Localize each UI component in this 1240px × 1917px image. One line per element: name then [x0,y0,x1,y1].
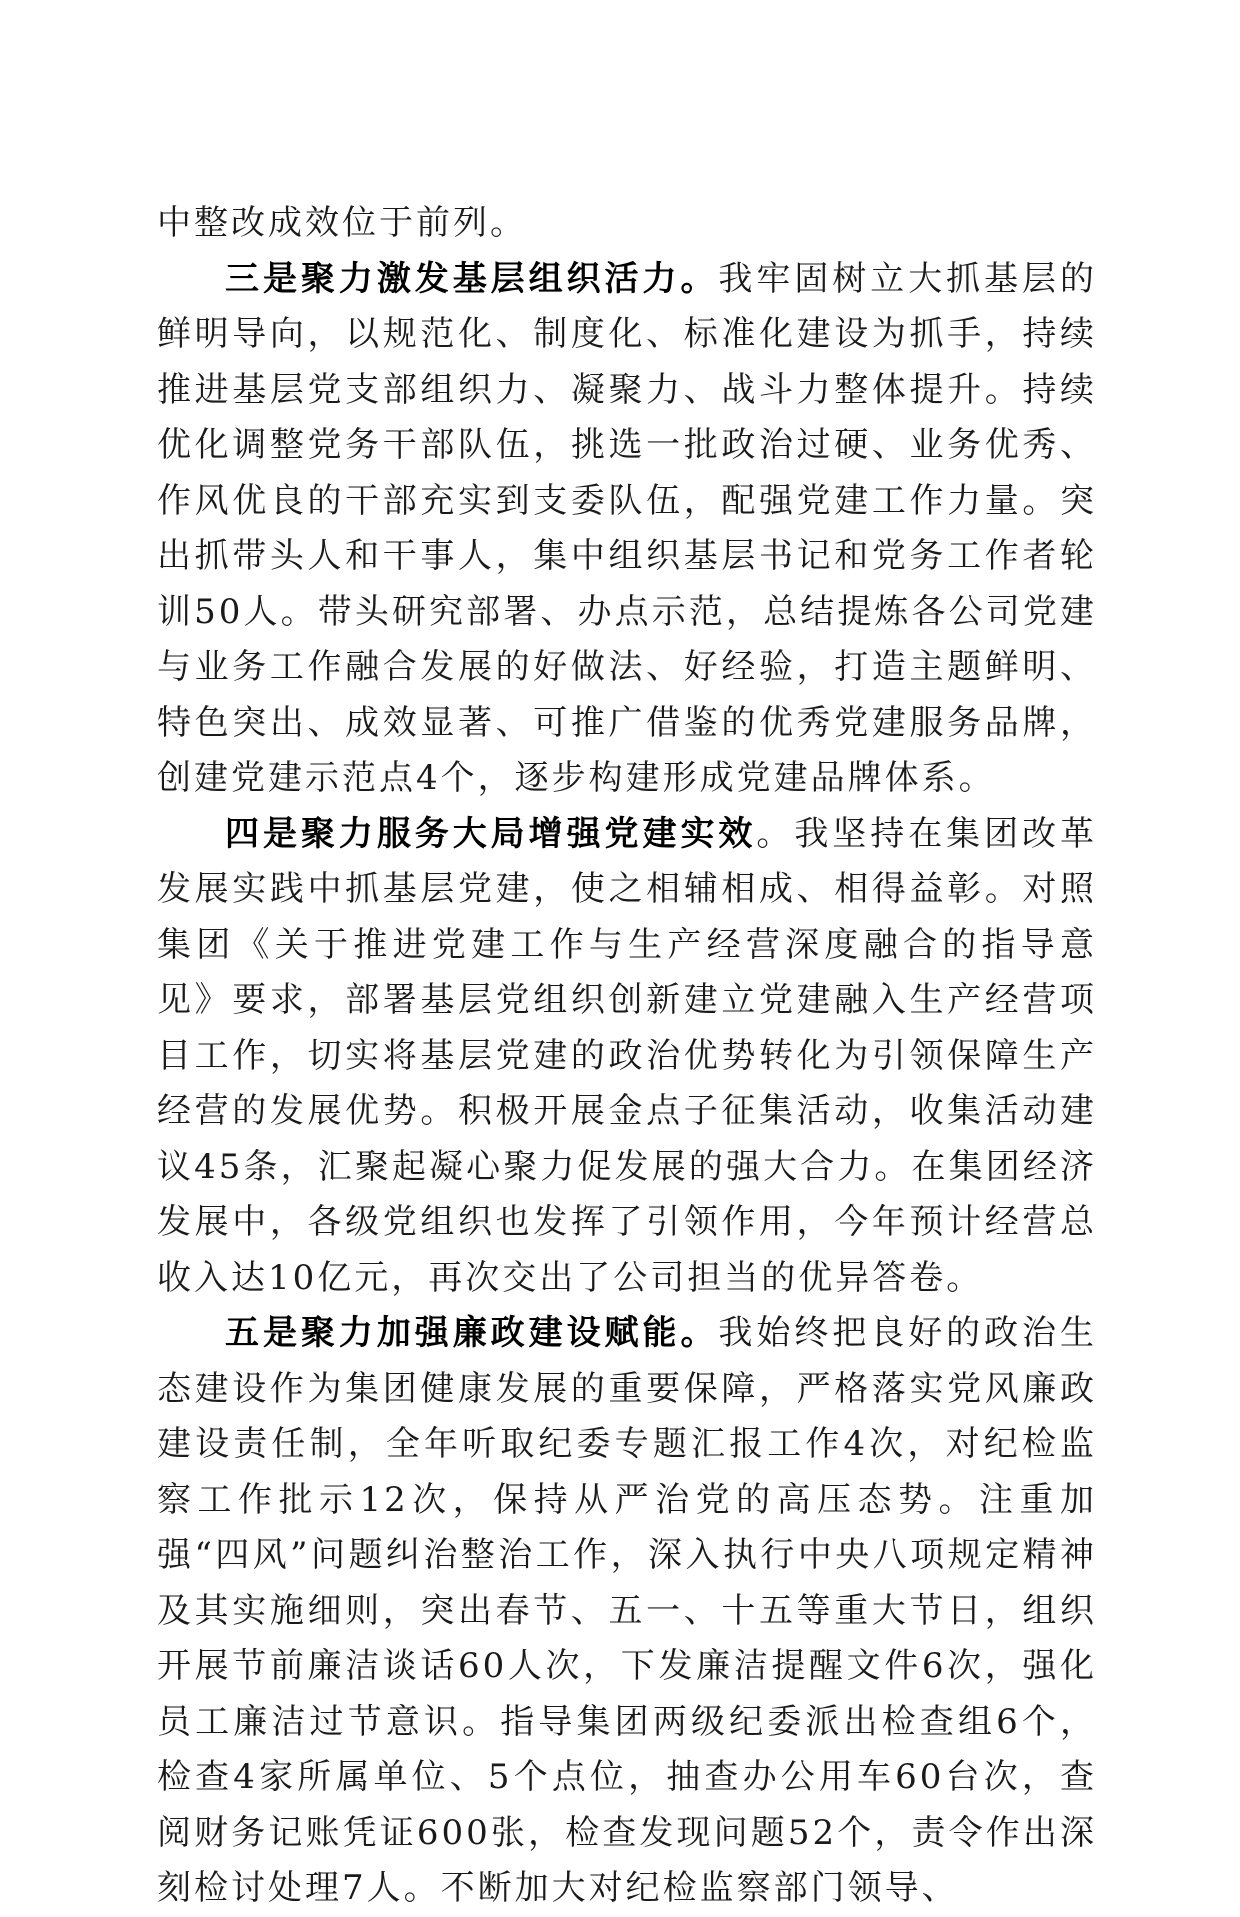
document-page [157,196,1097,1917]
paragraph-text: 我牢固树立大抓基层的鲜明导向，以规范化、制度化、标准化建设为抓手，持续推进基层党支部组织力、凝聚力、战斗力整体提升。持续优化调整党务干部队伍，挑选一批政治过硬、业务优秀、作风优良的干部充实到支委队伍，配强党建工作力量。突出抓带头人和干事人，集中组织基层书记和党务工作者轮训50人。带头研究部署、办点示范，总结提炼各公司党建与业务工作融合发展的好做法、好经验，打造主题鲜明、特色突出、成效显著、可推广借鉴的优秀党建服务品牌，创建党建示范点4个，逐步构建形成党建品牌体系。 [157,258,1098,798]
paragraph-integrity-building [157,1306,1097,1917]
paragraph-serve-overall [157,807,1097,1307]
paragraph-text: 中整改成效位于前列。 [157,203,527,243]
paragraph-text: 我始终把良好的政治生态建设作为集团健康发展的重要保障，严格落实党风廉政建设责任制，全年听取纪委专题汇报工作4次，对纪检监察工作批示12次，保持从严治党的高压态势。注重加强“四风”问题纠治整治工作，深入执行中央八项规定精神及其实施细则，突出春节、五一、十五等重大节日，组织开展节前廉洁谈话60人次，下发廉洁提醒文件6次，强化员工廉洁过节意识。指导集团两级纪委派出检查组6个，检查4家所属单位、5个点位，抽查办公用车60台次，查阅财务记账凭证600张，检查发现问题52个，责令作出深刻检讨处理7人。不断加大对纪检监察部门领导、 [157,1313,1098,1908]
paragraph-heading: 五是聚力加强廉政建设赋能。 [225,1313,719,1353]
paragraph-heading: 三是聚力激发基层组织活力。 [225,258,719,299]
paragraph-grassroots-vitality [157,252,1097,807]
paragraph-heading: 四是聚力服务大局增强党建实效 [225,813,757,854]
paragraph-text: 。我坚持在集团改革发展实践中抓基层党建，使之相辅相成、相得益彰。对照集团《关于推进党建工作与生产经营深度融合的指导意见》要求，部署基层党组织创新建立党建融入生产经营项目工作，切实将基层党建的政治优势转化为引领保障生产经营的发展优势。积极开展金点子征集活动，收集活动建议45条，汇聚起凝心聚力促发展的强大合力。在集团经济发展中，各级党组织也发挥了引领作用，今年预计经营总收入达10亿元，再次交出了公司担当的优异答卷。 [157,813,1098,1298]
paragraph-continuation [157,196,1097,252]
